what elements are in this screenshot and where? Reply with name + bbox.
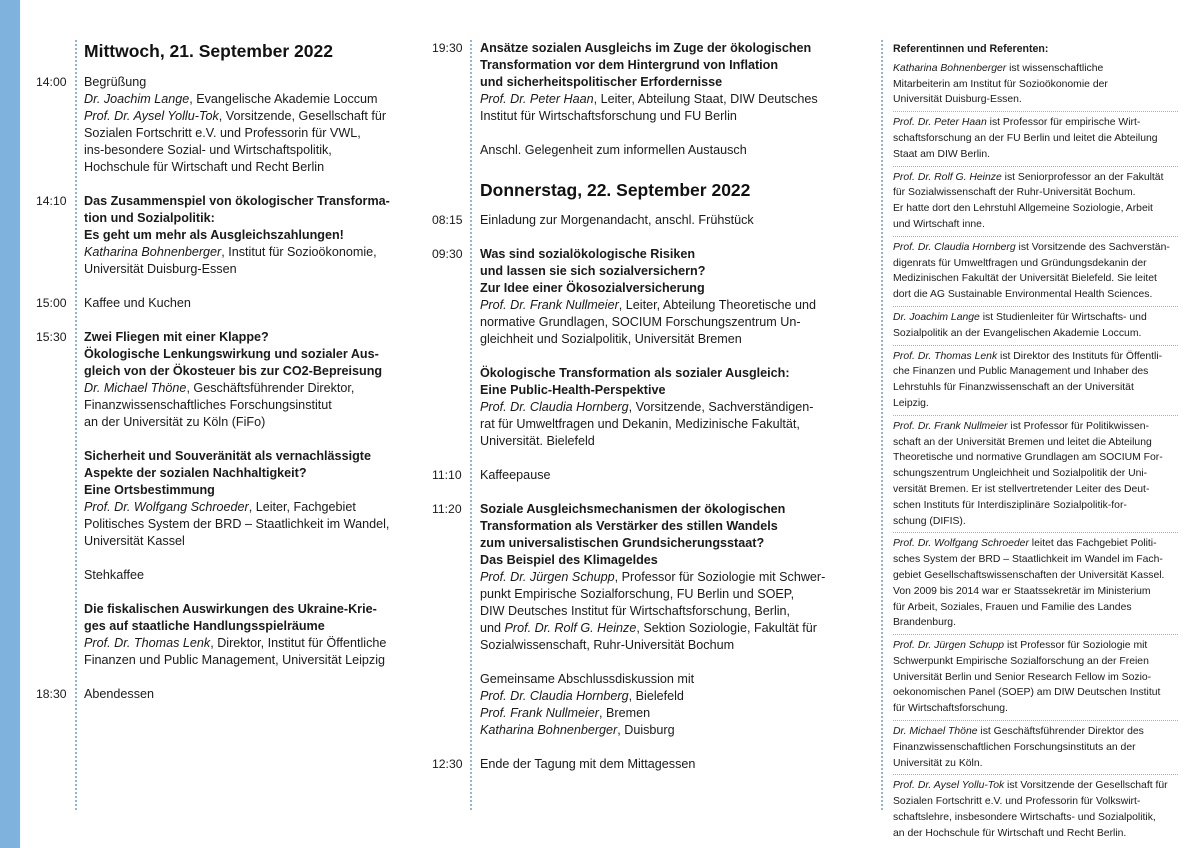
program-entry-networking	[480, 142, 810, 159]
accent-sidebar-bar	[0, 0, 20, 848]
speaker-bio-line	[893, 756, 1178, 772]
speaker-bio-text: ist Seniorprofessor an der Fakultät	[1001, 171, 1164, 183]
speaker-affiliation: Hochschule für Wirtschaft und Recht Berlin	[84, 160, 325, 174]
talk-title: ges auf staatliche Handlungsspielräume	[84, 619, 325, 633]
speaker-bio-line	[893, 147, 1178, 163]
talk-title: gleich von der Ökosteuer bis zur CO2-Bepreisung	[84, 364, 383, 378]
entry-time: 11:10	[432, 468, 462, 482]
speaker-bio-text: schaft an der Universität Bremen und leitet die Abteilung	[893, 436, 1152, 448]
speaker-affiliation: Universität Kassel	[84, 534, 185, 548]
speaker-affiliation: Sozialwissenschaft, Ruhr-Universität Bochum	[480, 638, 735, 652]
entry-time: 09:30	[432, 247, 463, 261]
speaker-name: Dr. Michael Thöne	[84, 381, 187, 395]
talk-title: Was sind sozialökologische Risiken	[480, 247, 696, 261]
speaker-affiliation: , Duisburg	[617, 723, 675, 737]
speaker-affiliation: , Leiter, Abteilung Theoretische und	[618, 298, 817, 312]
talk-title: und sicherheitspolitischer Erfordernisse	[480, 75, 723, 89]
speaker-affiliation: punkt Empirische Sozialforschung, FU Berlin und SOEP,	[480, 587, 795, 601]
speaker-bio	[893, 419, 1178, 534]
speaker-bio-text: Schwerpunkt Empirische Sozialforschung an der Freien	[893, 655, 1149, 667]
speaker-affiliation: , Evangelische Akademie Loccum	[189, 92, 378, 106]
speaker-bios-section	[893, 42, 1178, 848]
speaker-bio-text: ist Professor für Politikwissen-	[1007, 420, 1149, 432]
speaker-bio	[893, 61, 1178, 112]
talk-title: Das Zusammenspiel von ökologischer Transforma-	[84, 194, 390, 208]
speaker-bio-text: für Wirtschaftsforschung.	[893, 703, 1008, 715]
entry-time: 19:30	[432, 41, 463, 55]
speaker-bio-text: Brandenburg.	[893, 617, 956, 629]
entry-time: 15:30	[36, 330, 67, 344]
program-entry-talk	[432, 501, 826, 654]
speaker-affiliation: , Bremen	[598, 706, 651, 720]
speaker-affiliation: und	[480, 621, 505, 635]
talk-title: Ökologische Transformation als sozialer Ausgleich:	[480, 366, 790, 380]
speaker-bio-line	[893, 568, 1178, 584]
speaker-bio-text: sches System der BRD – Staatlichkeit im Wandel im Fach-	[893, 554, 1163, 566]
talk-title: Soziale Ausgleichsmechanismen der ökologischen	[480, 502, 786, 516]
speaker-bio-line	[893, 740, 1178, 756]
day-title-thursday: Donnerstag, 22. September 2022	[480, 180, 751, 200]
speaker-bio-line	[893, 552, 1178, 568]
program-entry-talk	[432, 246, 817, 348]
speaker-affiliation: ins-besondere Sozial- und Wirtschaftspolitik,	[84, 143, 332, 157]
speaker-name: Prof. Dr. Frank Nullmeier	[480, 298, 619, 312]
speaker-bio-text: oekonomischen Panel (SOEP) am DIW Deutschen Institut	[893, 687, 1161, 699]
speaker-bio-text: ist Professor für empirische Wirt-	[986, 117, 1141, 129]
speaker-bio-name: Prof. Dr. Thomas Lenk	[893, 350, 998, 362]
speaker-affiliation: gleichheit und Sozialpolitik, Universität Bremen	[480, 332, 742, 346]
speaker-bio-name: Prof. Dr. Aysel Yollu-Tok	[893, 780, 1005, 792]
speaker-bio-text: Er hatte dort den Lehrstuhl Allgemeine Soziologie, Arbeit	[893, 203, 1153, 215]
speaker-affiliation: Finanzwissenschaftliches Forschungsinstitut	[84, 398, 332, 412]
speaker-bio-line	[893, 810, 1178, 826]
speaker-affiliation: Finanzen und Public Management, Universität Leipzig	[84, 653, 386, 667]
speaker-bio-line	[893, 326, 1178, 342]
speaker-bio-text: schung (DIFIS).	[893, 515, 966, 527]
program-entry-talk	[36, 329, 384, 431]
speaker-bio-text: gebiet Gesellschaftswissenschaften der Universität Kassel.	[893, 569, 1165, 581]
speaker-name: Prof. Dr. Thomas Lenk	[84, 636, 211, 650]
program-column-thursday	[432, 40, 826, 773]
speaker-bio-line	[893, 615, 1178, 631]
column-divider-2	[470, 40, 472, 810]
speaker-bio-text: Universität Duisburg-Essen.	[893, 94, 1022, 106]
speaker-bio-text: Lehrstuhls für Finanzwissenschaft an der Universität	[893, 382, 1134, 394]
entry-title: Kaffeepause	[480, 468, 551, 482]
entry-time: 18:30	[36, 687, 67, 701]
speaker-bio-line	[893, 778, 1178, 794]
speaker-bio-name: Prof. Dr. Frank Nullmeier	[893, 420, 1008, 432]
speaker-name: Prof. Frank Nullmeier	[480, 706, 599, 720]
program-entry-break	[84, 567, 384, 584]
speaker-bio-line	[893, 466, 1178, 482]
speaker-bio-line	[893, 435, 1178, 451]
speaker-bio	[893, 115, 1178, 166]
speaker-bio	[893, 536, 1178, 635]
speaker-name: Prof. Dr. Rolf G. Heinze	[504, 621, 637, 635]
speaker-bio-name: Katharina Bohnenberger	[893, 62, 1007, 74]
entry-title: Gemeinsame Abschlussdiskussion mit	[480, 672, 695, 686]
speaker-bio-text: Universität zu Köln.	[893, 757, 983, 769]
speaker-bio-line	[893, 115, 1178, 131]
talk-title: Das Beispiel des Klimageldes	[480, 553, 658, 567]
speaker-bio-line	[893, 240, 1178, 256]
speaker-bio-line	[893, 638, 1178, 654]
speaker-bio-name: Prof. Dr. Claudia Hornberg	[893, 241, 1016, 253]
speaker-bio-line	[893, 217, 1178, 233]
speaker-affiliation: normative Grundlagen, SOCIUM Forschungszentrum Un-	[480, 315, 801, 329]
program-entry-talk	[480, 365, 814, 450]
speaker-bio-name: Prof. Dr. Rolf G. Heinze	[893, 171, 1002, 183]
speaker-affiliation: Politisches System der BRD – Staatlichkeit im Wandel,	[84, 517, 390, 531]
speaker-bio-text: schen Instituts für Interdisziplinäre Sozialpolitik-for-	[893, 499, 1127, 511]
speaker-bio-line	[893, 670, 1178, 686]
speaker-bio-text: dort die AG Sustainable Environmental Health Sciences.	[893, 289, 1153, 301]
program-entry-welcome	[36, 74, 387, 176]
speaker-bio-text: Leipzig.	[893, 397, 929, 409]
speaker-bio-line	[893, 724, 1178, 740]
speaker-bio-text: ist Geschäftsführender Direktor des	[977, 726, 1144, 738]
speaker-affiliation: , Bielefeld	[628, 689, 684, 703]
speaker-bio-line	[893, 514, 1178, 530]
speaker-bio-name: Dr. Joachim Lange	[893, 311, 980, 323]
program-entry-break	[432, 467, 810, 484]
speaker-bio	[893, 724, 1178, 775]
entry-title: Einladung zur Morgenandacht, anschl. Frühstück	[480, 213, 754, 227]
speaker-name: Prof. Dr. Aysel Yollu-Tok	[84, 109, 219, 123]
talk-title: Eine Ortsbestimmung	[84, 483, 215, 497]
speaker-bios-list	[893, 61, 1178, 845]
speaker-bio-text: schungszentrum Ungleichheit und Sozialpolitik der Uni-	[893, 468, 1148, 480]
speaker-bio-line	[893, 482, 1178, 498]
speaker-bio-name: Prof. Dr. Peter Haan	[893, 117, 987, 129]
speaker-bio-line	[893, 685, 1178, 701]
speaker-bio-line	[893, 287, 1178, 303]
speaker-affiliation: , Vorsitzende, Gesellschaft für	[218, 109, 387, 123]
speaker-bio-line	[893, 170, 1178, 186]
entry-title: Stehkaffee	[84, 568, 144, 582]
speaker-bio-line	[893, 498, 1178, 514]
entry-title: Ende der Tagung mit dem Mittagessen	[480, 757, 696, 771]
speaker-bio-text: ist Studienleiter für Wirtschafts- und	[979, 311, 1147, 323]
talk-title: und lassen sie sich sozialversichern?	[480, 264, 706, 278]
talk-title: Ansätze sozialen Ausgleichs im Zuge der ökologischen	[480, 41, 812, 55]
speaker-bio-text: und Wirtschaft inne.	[893, 218, 985, 230]
speaker-bio-line	[893, 77, 1178, 93]
speaker-affiliation: DIW Deutsches Institut für Wirtschaftsforschung, Berlin,	[480, 604, 791, 618]
speaker-bio-name: Prof. Dr. Wolfgang Schroeder	[893, 538, 1029, 550]
speaker-bio-line	[893, 826, 1178, 842]
speaker-bio-text: für Arbeit, Soziales, Frauen und Familie des Landes	[893, 601, 1132, 613]
speaker-bio-text: ist Vorsitzende des Sachverstän-	[1015, 241, 1170, 253]
entry-title: Abendessen	[84, 687, 155, 701]
speaker-affiliation: , Direktor, Institut für Öffentliche	[210, 636, 387, 650]
talk-title: Sicherheit und Souveränität als vernachlässigte	[84, 449, 371, 463]
speaker-bio-line	[893, 584, 1178, 600]
speaker-name: Prof. Dr. Peter Haan	[480, 92, 594, 106]
speaker-bio-line	[893, 256, 1178, 272]
entry-title: Anschl. Gelegenheit zum informellen Austausch	[480, 143, 747, 157]
entry-title: Kaffee und Kuchen	[84, 296, 191, 310]
speaker-bio	[893, 240, 1178, 307]
speaker-affiliation: rat für Umweltfragen und Dekanin, Medizinische Fakultät,	[480, 417, 800, 431]
speaker-bio-line	[893, 396, 1178, 412]
entry-time: 11:20	[432, 502, 462, 516]
speaker-affiliation: , Sektion Soziologie, Fakultät für	[636, 621, 817, 635]
entry-time: 15:00	[36, 296, 67, 310]
speaker-bio	[893, 170, 1178, 237]
speaker-bio-text: schaftslehre, insbesondere Wirtschafts- und Sozialpolitik,	[893, 812, 1156, 824]
talk-title: Transformation vor dem Hintergrund von Inflation	[480, 58, 779, 72]
speaker-affiliation: , Vorsitzende, Sachverständigen-	[628, 400, 814, 414]
speaker-bio-line	[893, 380, 1178, 396]
speaker-bio-text: leitet das Fachgebiet Politi-	[1028, 538, 1157, 550]
speaker-bio-line	[893, 185, 1178, 201]
talk-title: tion und Sozialpolitik:	[84, 211, 215, 225]
talk-title: Zur Idee einer Ökosozialversicherung	[480, 281, 705, 295]
speaker-affiliation: Institut für Wirtschaftsforschung und FU Berlin	[480, 109, 737, 123]
entry-time: 14:00	[36, 75, 67, 89]
talk-title: Transformation als Verstärker des stillen Wandels	[480, 519, 778, 533]
speaker-bio	[893, 638, 1178, 721]
speaker-bio-text: digenrats für Umweltfragen und Gründungsdekanin der	[893, 257, 1147, 269]
speaker-bio-text: Medizinischen Fakultät der Universität Bielefeld. Sie leitet	[893, 273, 1157, 285]
entry-time: 08:15	[432, 213, 463, 227]
speaker-bio-line	[893, 364, 1178, 380]
talk-title: zum universalistischen Grundsicherungsstaat?	[480, 536, 765, 550]
speaker-affiliation: , Professor für Soziologie mit Schwer-	[614, 570, 826, 584]
talk-title: Die fiskalischen Auswirkungen des Ukraine-Krie-	[84, 602, 377, 616]
speaker-bio-name: Prof. Dr. Jürgen Schupp	[893, 640, 1005, 652]
speaker-affiliation: , Institut für Sozioökonomie,	[221, 245, 377, 259]
speaker-name: Katharina Bohnenberger	[480, 723, 618, 737]
speaker-name: Prof. Dr. Claudia Hornberg	[480, 689, 629, 703]
speaker-bio-text: che Finanzen und Public Management und Inhaber des	[893, 366, 1149, 378]
speaker-bio-text: Mitarbeiterin am Institut für Sozioökonomie der	[893, 78, 1108, 90]
speaker-bio-line	[893, 61, 1178, 77]
speaker-bio-line	[893, 349, 1178, 365]
speaker-bio	[893, 310, 1178, 346]
entry-time: 12:30	[432, 757, 463, 771]
talk-title: Zwei Fliegen mit einer Klappe?	[84, 330, 269, 344]
speaker-name: Prof. Dr. Claudia Hornberg	[480, 400, 629, 414]
speaker-bio-line	[893, 600, 1178, 616]
speaker-affiliation: , Geschäftsführender Direktor,	[186, 381, 355, 395]
speaker-bio-line	[893, 794, 1178, 810]
speaker-bio-text: versität Bremen. Er ist stellvertretender Leiter des Deut-	[893, 483, 1150, 495]
speaker-name: Dr. Joachim Lange	[84, 92, 190, 106]
column-divider-3	[881, 40, 883, 810]
speaker-bios-header: Referentinnen und Referenten:	[893, 43, 1049, 55]
speaker-bio-text: ist Vorsitzende der Gesellschaft für	[1004, 780, 1168, 792]
program-column-wednesday	[36, 40, 390, 703]
talk-title: Eine Public-Health-Perspektive	[480, 383, 666, 397]
speaker-bio-line	[893, 271, 1178, 287]
speaker-bio-text: ist Direktor des Instituts für Öffentli-	[997, 350, 1163, 362]
speaker-bio-line	[893, 419, 1178, 435]
speaker-bio-text: Staat am DIW Berlin.	[893, 148, 991, 160]
speaker-bio-text: ist wissenschaftliche	[1006, 62, 1104, 74]
talk-title: Es geht um mehr als Ausgleichszahlungen!	[84, 228, 344, 242]
speaker-bio-text: Von 2009 bis 2014 war er Staatssekretär im Ministerium	[893, 585, 1151, 597]
speaker-bio-line	[893, 536, 1178, 552]
speaker-bio-text: Theoretische und normative Grundlagen am SOCIUM For-	[893, 452, 1163, 464]
speaker-name: Prof. Dr. Jürgen Schupp	[480, 570, 615, 584]
speaker-name: Katharina Bohnenberger	[84, 245, 222, 259]
speaker-affiliation: Universität. Bielefeld	[480, 434, 595, 448]
speaker-bio-line	[893, 654, 1178, 670]
speaker-bio-text: schaftsforschung an der FU Berlin und leitet die Abteilung	[893, 132, 1158, 144]
speaker-bio-line	[893, 310, 1178, 326]
speaker-affiliation: Universität Duisburg-Essen	[84, 262, 237, 276]
speaker-affiliation: an der Universität zu Köln (FiFo)	[84, 415, 266, 429]
program-entry-talk	[84, 448, 390, 550]
speaker-bio-line	[893, 701, 1178, 717]
speaker-bio-line	[893, 450, 1178, 466]
day-title-wednesday: Mittwoch, 21. September 2022	[84, 41, 333, 61]
program-entry-panel	[480, 671, 810, 739]
speaker-affiliation: , Leiter, Abteilung Staat, DIW Deutsches	[593, 92, 818, 106]
entry-title: Begrüßung	[84, 75, 147, 89]
speaker-bio-line	[893, 131, 1178, 147]
program-entry-talk	[432, 40, 818, 125]
speaker-affiliation: Sozialen Fortschritt e.V. und Professorin für VWL,	[84, 126, 361, 140]
program-entry-closing	[432, 756, 810, 773]
program-entry-dinner	[36, 686, 384, 703]
speaker-bio-line	[893, 92, 1178, 108]
program-entry-breakfast	[432, 212, 810, 229]
speaker-bio	[893, 778, 1178, 844]
speaker-bio-name: Dr. Michael Thöne	[893, 726, 978, 738]
speaker-bio-text: für Sozialwissenschaft der Ruhr-Universität Bochum.	[893, 187, 1136, 199]
talk-title: Aspekte der sozialen Nachhaltigkeit?	[84, 466, 307, 480]
program-entry-break	[36, 295, 384, 312]
entry-time: 14:10	[36, 194, 67, 208]
speaker-bio-text: Finanzwissenschaftlichen Forschungsinstituts an der	[893, 741, 1136, 753]
talk-title: Ökologische Lenkungswirkung und sozialer Aus-	[84, 347, 379, 361]
program-entry-talk	[36, 193, 390, 278]
speaker-name: Prof. Dr. Wolfgang Schroeder	[84, 500, 249, 514]
speaker-bio-line	[893, 201, 1178, 217]
speaker-bio-text: Universität Berlin und Senior Research Fellow im Sozio-	[893, 671, 1152, 683]
column-divider-1	[75, 40, 77, 810]
program-entry-talk	[84, 601, 387, 669]
speaker-bio-text: ist Professor für Soziologie mit	[1004, 640, 1148, 652]
speaker-bio-text: Sozialpolitik an der Evangelischen Akademie Loccum.	[893, 327, 1142, 339]
speaker-bio-text: Sozialen Fortschritt e.V. und Professorin für Volkswirt-	[893, 796, 1141, 808]
speaker-bio	[893, 349, 1178, 416]
speaker-affiliation: , Leiter, Fachgebiet	[248, 500, 356, 514]
speaker-bio-text: an der Hochschule für Wirtschaft und Recht Berlin.	[893, 827, 1127, 839]
